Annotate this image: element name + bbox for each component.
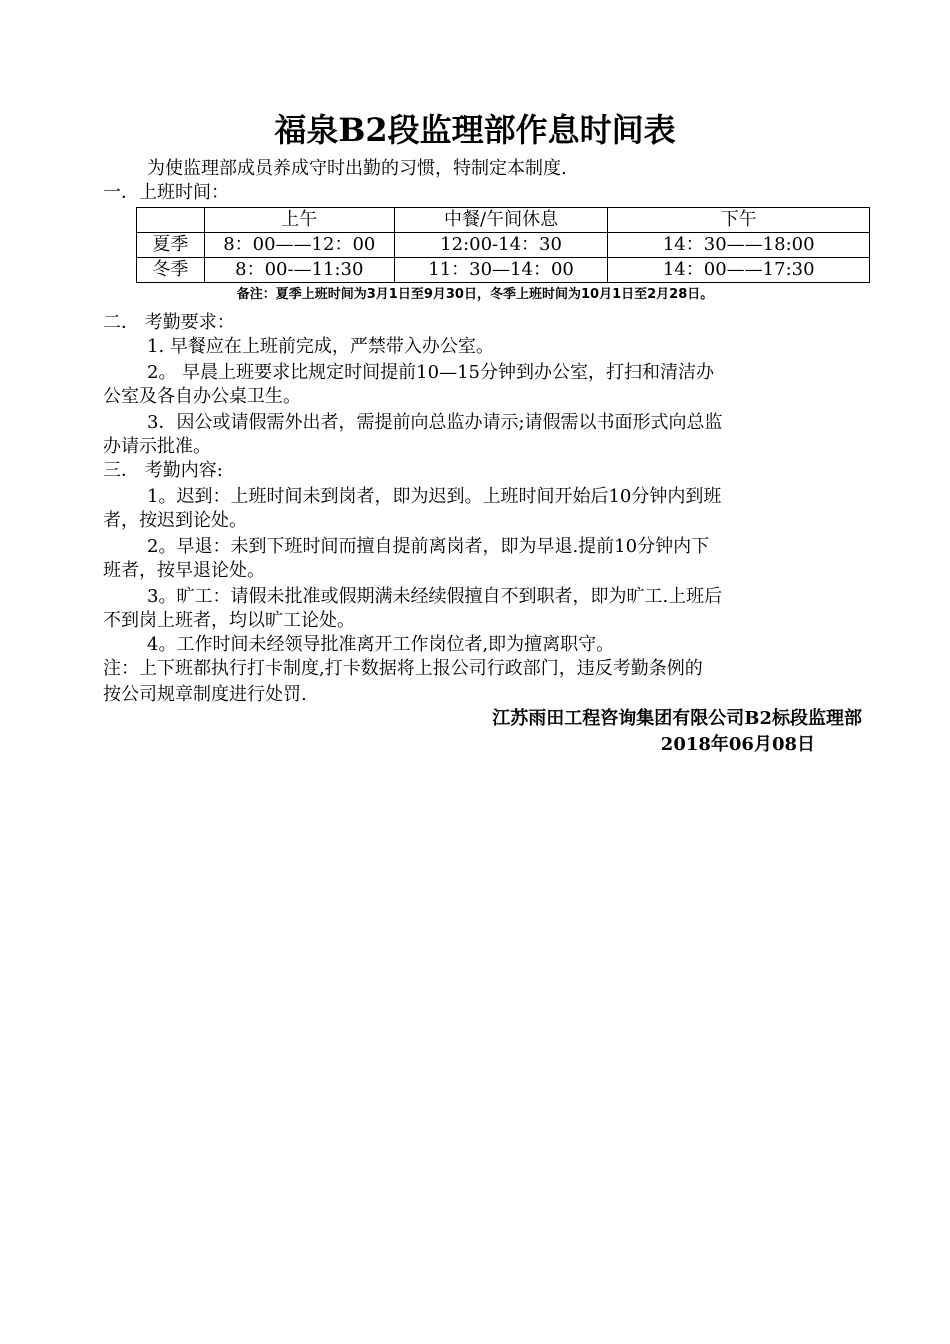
schedule-header-row [137, 208, 870, 233]
content-3-line-2: 不到岗上班者，均以旷工论处。 [103, 610, 355, 631]
footnote-line-2: 按公司规章制度进行处罚. [103, 684, 307, 705]
requirement-3-line-2: 办请示批准。 [103, 436, 211, 457]
schedule-row-winter [137, 258, 870, 283]
requirement-3-line-1: 3．因公或请假需外出者，需提前向总监办请示;请假需以书面形式向总监 [147, 412, 723, 433]
schedule-table [136, 207, 870, 283]
header-cell-morning: 上午 [204, 208, 394, 233]
header-cell-blank [137, 208, 205, 233]
noon-cell: 12:00-14：30 [394, 233, 608, 258]
requirement-2-line-2: 公室及各自办公桌卫生。 [103, 386, 301, 407]
section-2-heading: 二． 考勤要求： [103, 312, 235, 333]
requirement-2-line-1: 2。 早晨上班要求比规定时间提前10—15分钟到办公室，打扫和清洁办 [147, 362, 714, 383]
document-title: 福泉B2段监理部作息时间表 [274, 111, 676, 149]
afternoon-cell: 14：00——17:30 [608, 258, 870, 283]
schedule-row-summer [137, 233, 870, 258]
section-1-heading: 一．上班时间： [103, 182, 229, 203]
content-4: 4。工作时间未经领导批准离开工作岗位者,即为擅离职守。 [147, 634, 615, 655]
header-cell-noon-break: 中餐/午间休息 [394, 208, 608, 233]
content-2-line-2: 班者，按早退论处。 [103, 560, 265, 581]
content-1-line-2: 者，按迟到论处。 [103, 510, 247, 531]
signature-organization: 江苏雨田工程咨询集团有限公司B2标段监理部 [492, 708, 862, 729]
signature-date: 2018年06月08日 [660, 734, 815, 755]
schedule-note: 备注：夏季上班时间为3月1日至9月30日，冬季上班时间为10月1日至2月28日。 [236, 287, 714, 302]
requirement-1: 1. 早餐应在上班前完成，严禁带入办公室。 [147, 336, 494, 357]
season-cell: 冬季 [137, 258, 205, 283]
footnote-line-1: 注：上下班都执行打卡制度,打卡数据将上报公司行政部门，违反考勤条例的 [103, 658, 703, 679]
content-3-line-1: 3。旷工：请假未批准或假期满未经续假擅自不到职者，即为旷工.上班后 [147, 586, 723, 607]
header-cell-afternoon: 下午 [608, 208, 870, 233]
morning-cell: 8：00——12：00 [204, 233, 394, 258]
intro-paragraph: 为使监理部成员养成守时出勤的习惯，特制定本制度. [147, 158, 567, 179]
section-3-heading: 三． 考勤内容: [103, 460, 223, 481]
morning-cell: 8：00-—11:30 [204, 258, 394, 283]
afternoon-cell: 14：30——18:00 [608, 233, 870, 258]
content-2-line-1: 2。早退：未到下班时间而擅自提前离岗者，即为早退.提前10分钟内下 [147, 536, 710, 557]
season-cell: 夏季 [137, 233, 205, 258]
noon-cell: 11：30—14：00 [394, 258, 608, 283]
content-1-line-1: 1。迟到：上班时间未到岗者，即为迟到。上班时间开始后10分钟内到班 [147, 486, 722, 507]
